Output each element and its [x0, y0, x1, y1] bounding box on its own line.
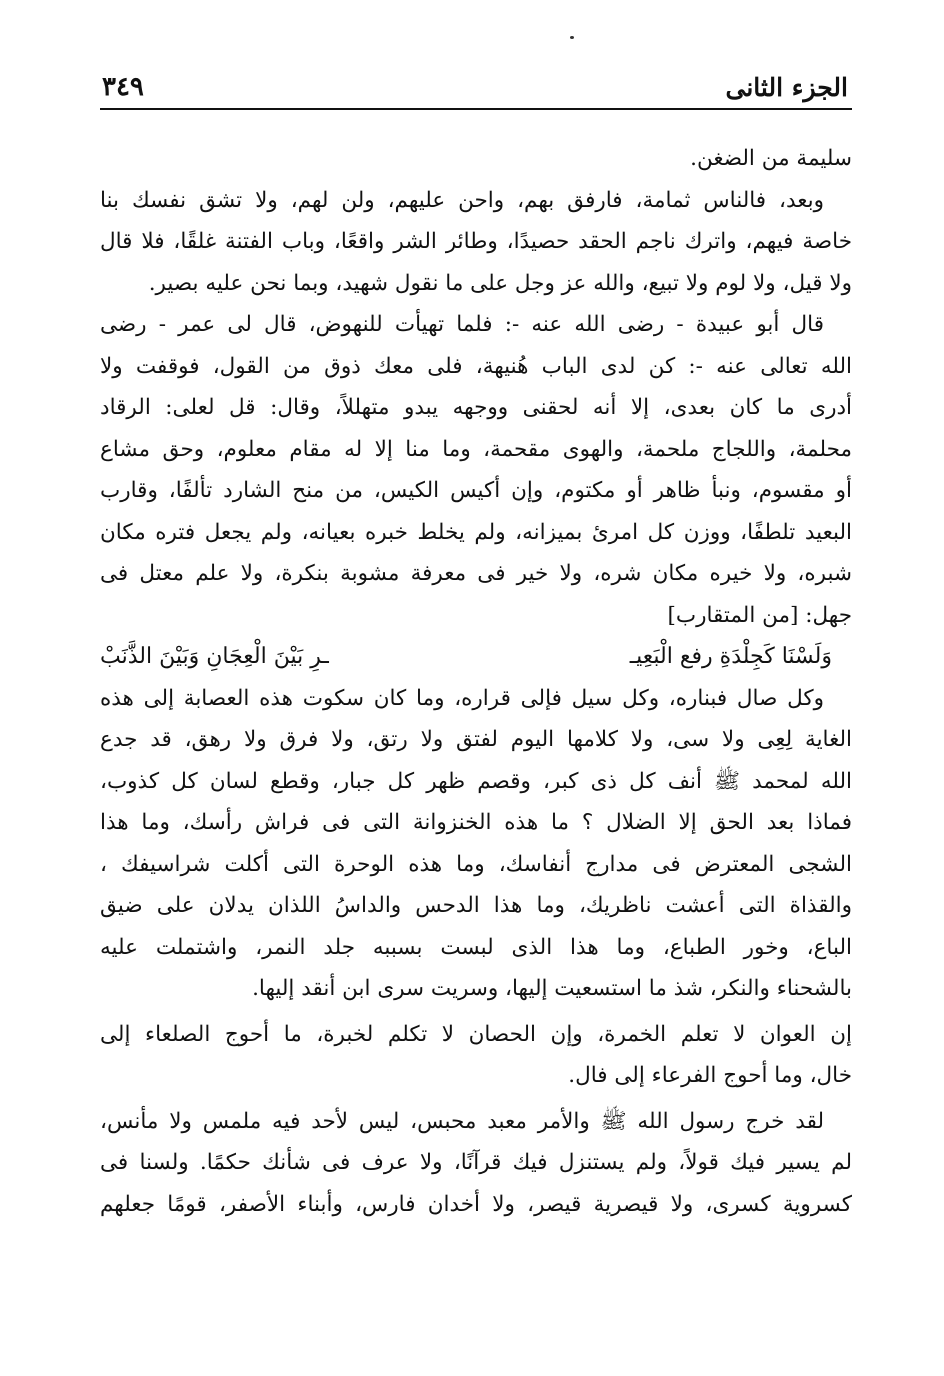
text-line: الغاية لِعِى ولا سى، ولا كلامها اليوم لفتق ولا رتق، ولا فرق ولا رهق، قد جدع	[100, 727, 852, 752]
text-line: لم يسير فيك قولاً، ولم يستنزل فيك قرآنًا، ولا عرف فى شأنك حكمًا. ولسنا فى	[100, 1150, 852, 1175]
text-line: كسروية كسرى، ولا قيصرية قيصر، ولا أخدان فارس، وأبناء الأصفر، قومًا جعلهم	[100, 1191, 852, 1217]
text-line: وبعد، فالناس ثمامة، فارفق بهم، واحن عليهم، ولن لهم، ولا تشق نفسك بنا	[100, 187, 824, 213]
text-line: فماذا بعد الحق إلا الضلال ؟ ما هذه الخنزوانة التى فى فراش رأسك، وما هذا	[100, 810, 852, 835]
paragraph	[100, 1014, 852, 1097]
text-line: بالشحناء والنكر، شذ ما استسعيت إليها، وسريت سرى ابن أنقد إليها.	[252, 976, 852, 1001]
text-line: الشجى المعترض فى مدارج أنفاسك، وما هذه الوحرة التى أكلت شراسيفك ،	[100, 851, 852, 877]
text-line: أدرى ما كان بعدى، إلا أنه لحقنى ووجهه يبدو متهللاً، وقال: قل لعلى: الرقاد	[100, 395, 852, 420]
text-line: سليمة من الضغن.	[690, 146, 852, 171]
text-line: خال، وما أحوج الفرعاء إلى فال.	[568, 1063, 852, 1088]
page-number: ٣٤٩	[102, 72, 144, 102]
paragraph	[100, 180, 852, 305]
text-line: لقد خرج رسول الله ﷺ والأمر معبد محبس، ليس لأحد فيه ملمس ولا مأنس،	[100, 1108, 824, 1134]
text-line: محلمة، واللجاج ملحمة، والهوى مقحمة، وما منا إلا له مقام معلوم، وحق مشاع	[100, 436, 852, 462]
text-line: جهل: [من المتقارب]	[667, 602, 852, 628]
text-line: وكل صال فبناره، وكل سيل فإلى قراره، وما كان سكوت هذه العصابة إلى هذه	[100, 685, 824, 711]
paragraph	[100, 1101, 852, 1226]
paragraph	[100, 138, 852, 180]
text-line: أو مقسوم، ونبأ ظاهر أو مكتوم، وإن أكيس الكيس، من منح الشارد تألفًا، وقارب	[100, 478, 852, 503]
text-line: إن العوان لا تعلم الخمرة، وإن الحصان لا تكلم لخبرة، ما أحوج الصلعاء إلى	[100, 1021, 852, 1047]
text-line: البعيد تلطفًا، ووزن كل امرئ بميزانه، ولم يخلط خبره بعيانه، ولم يجعل فتره مكان	[100, 519, 852, 545]
page-header	[100, 66, 852, 110]
text-line: الباع، وخور الطباع، وما هذا الذى لبست بسببه جلد النمر، واشتملت عليه	[100, 934, 852, 960]
text-line: شبره، ولا خيره مكان شره، ولا خير فى معرفة مشوبة بنكرة، ولا علم معتل فى	[100, 561, 852, 586]
text-line: قال أبو عبيدة - رضى الله عنه -: فلما تهيأت للنهوض، قال لى عمر - رضى	[100, 312, 824, 337]
poetry-verse	[100, 636, 852, 678]
verse-first-hemistich: وَلَسْنَا كَجِلْدَةِ رفع الْبَعِيـ	[629, 644, 832, 669]
text-line: خاصة فيهم، واترك ناجم الحقد حصيدًا، وطائر الشر واقعًا، وباب الفتنة غلقًا، فلا قال	[100, 229, 852, 254]
text-line: الله لمحمد ﷺ أنف كل ذى كبر، وقصم ظهر كل جبار، وقطع لسان كل كذوب،	[100, 768, 852, 794]
text-line: والقذاة التى أعشت ناظريك، وما هذا الدحس والداسُ اللذان يدلان على ضيق	[100, 893, 852, 918]
text-line: الله تعالى عنه -: كن لدى الباب هُنيهة، فلى معك ذوق من القول، فوقفت ولا	[100, 353, 852, 379]
verse-second-hemistich: ـرِ بَيْنَ الْعِجَانِ وَبَيْنَ الذَّنَبْ	[100, 644, 329, 669]
paragraph	[100, 678, 852, 1010]
running-title: الجزء الثانى	[725, 73, 848, 102]
page-body	[100, 138, 852, 1225]
paragraph	[100, 304, 852, 636]
text-line: ولا قيل، ولا لوم ولا تبيع، والله عز وجل على ما نقول شهيد، وبما نحن عليه بصير.	[148, 270, 852, 296]
print-speck	[570, 36, 574, 39]
